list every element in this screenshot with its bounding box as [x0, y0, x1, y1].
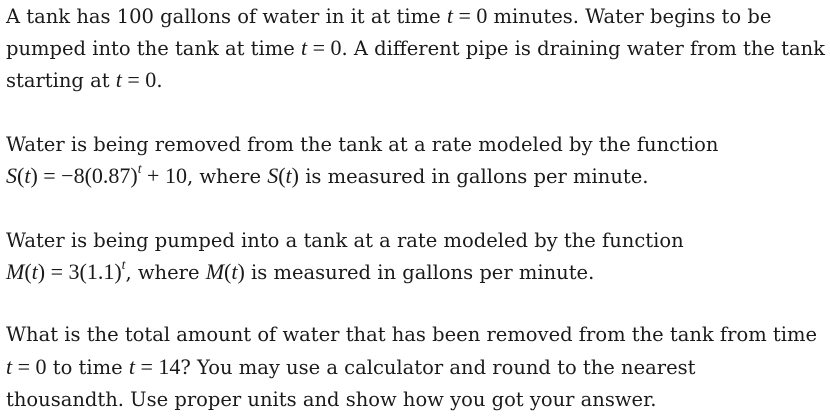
paragraph-2-line-2 — [6, 160, 649, 188]
math-t-equals-14: t = 14 — [128, 354, 181, 379]
text-segment: , where — [125, 261, 206, 284]
paragraph-1-line-2 — [6, 37, 825, 60]
math-function-m: $M(t) = 3(1.1)^t$ — [6, 256, 126, 284]
paragraph-3-line-2 — [6, 256, 595, 284]
paragraph-2-line-1: Water is being removed from the tank at a rate modeled by the function — [6, 133, 719, 156]
text-segment: is measured in gallons per minute. — [244, 261, 595, 284]
text-segment: , where — [186, 165, 268, 188]
text-segment: . — [156, 69, 163, 92]
text-segment: . A different pipe is draining water from the tank — [341, 37, 825, 60]
math-m-of-t: M(t) — [205, 259, 245, 284]
paragraph-1-line-1 — [6, 5, 771, 28]
paragraph-4-line-1: What is the total amount of water that has been removed from the tank from time — [6, 323, 817, 346]
paragraph-4-line-2 — [6, 356, 695, 379]
math-t-equals-0: t = 0 — [6, 354, 47, 379]
text-segment: A tank has 100 gallons of water in it at time — [6, 5, 447, 28]
text-segment: pumped into the tank at time — [6, 37, 301, 60]
math-t-equals-0: t = 0 — [446, 3, 488, 28]
text-segment: ? You may use a calculator and round to the nearest — [180, 356, 696, 379]
paragraph-3-line-1: Water is being pumped into a tank at a rate modeled by the function — [6, 229, 684, 252]
text-segment: minutes. Water begins to be — [487, 5, 772, 28]
math-t-equals-0: t = 0 — [115, 67, 157, 92]
text-segment: to time — [46, 356, 129, 379]
text-segment: starting at — [6, 69, 116, 92]
math-t-equals-0: t = 0 — [300, 35, 342, 60]
paragraph-4-line-3: thousandth. Use proper units and show how you got your answer. — [6, 388, 657, 411]
paragraph-1-line-3 — [6, 69, 163, 92]
text-segment: is measured in gallons per minute. — [299, 165, 649, 188]
math-function-s: $S(t) = -8(0.87)^t + 10$ — [6, 160, 187, 188]
math-s-of-t: S(t) — [267, 163, 299, 188]
